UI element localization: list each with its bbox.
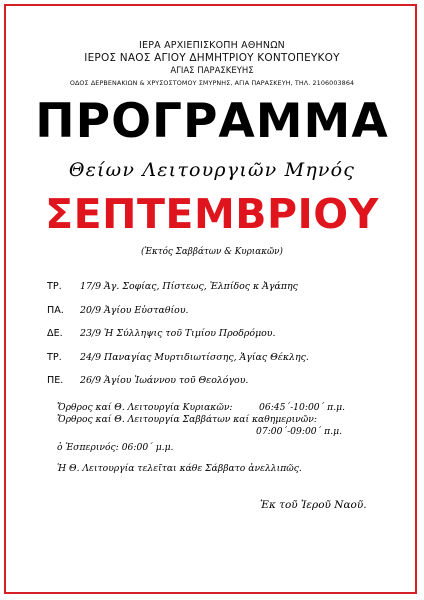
exception-note: (Ἐκτός Σαββάτων & Κυριακῶν) <box>141 247 283 257</box>
weekday-hours-time-line <box>57 426 387 438</box>
list-item <box>47 375 387 399</box>
vespers-time: ὁ Ἑσπερινός: 06:00΄ μ.μ. <box>57 442 174 453</box>
weekday-hours <box>57 414 387 426</box>
month-heading: ΣΕΠΤΕΜΒΡΙΟΥ <box>45 190 379 238</box>
page-subtitle: Θείων Λειτουργιῶν Μηνός <box>68 159 356 181</box>
schedule-day: ΠΕ. <box>47 375 64 386</box>
list-item <box>47 305 387 329</box>
schedule-day: ΤΡ. <box>47 281 62 292</box>
schedule-day: ΔΕ. <box>47 328 63 339</box>
weekday-hours-label: Ὄρθρος καί Θ. Λειτουργία Σαββάτων καί καθημερινῶν: <box>57 414 317 425</box>
schedule-list <box>47 281 387 399</box>
signature: Ἐκ τοῦ Ἱεροῦ Ναοῦ. <box>260 499 367 511</box>
page-title: ΠΡΟΓΡΑΜΜΑ <box>35 94 389 149</box>
list-item <box>47 281 387 305</box>
schedule-day: ΠΑ. <box>47 304 64 316</box>
header-archdiocese: ΙΕΡΑ ΑΡΧΙΕΠΙΣΚΟΠΗ ΑΘΗΝΩΝ <box>139 40 285 51</box>
header-church-name: ΙΕΡΟΣ ΝΑΟΣ ΑΓΙΟΥ ΔΗΜΗΤΡΙΟΥ ΚΟΝΤΟΠΕΥΚΟΥ <box>84 52 340 64</box>
saturday-liturgy-note: Ἡ Θ. Λειτουργία τελεῖται κάθε Σάββατο ἀνελλιπῶς. <box>57 463 302 474</box>
weekday-hours-time: 07:00΄-09:00΄ π.μ. <box>256 426 343 437</box>
schedule-day: ΤΡ. <box>47 351 62 363</box>
schedule-text: 23/9 Ἡ Σύλληψις τοῦ Τιμίου Προδρόμου. <box>80 328 276 339</box>
list-item <box>47 328 387 352</box>
sunday-hours-label: Ὄρθρος καί Θ. Λειτουργία Κυριακῶν: <box>57 402 233 413</box>
schedule-text: 26/9 Ἁγίου Ἰωάννου τοῦ Θεολόγου. <box>80 375 249 386</box>
list-item <box>47 352 387 376</box>
schedule-text: 17/9 Ἁγ. Σοφίας, Πίστεως, Ἐλπίδος κ Ἀγάπης <box>80 281 298 292</box>
schedule-text: 20/9 Ἁγίου Εὐσταθίου. <box>80 304 189 316</box>
schedule-text: 24/9 Παναγίας Μυρτιδιωτίσσης, Ἁγίας Θέκλης. <box>80 351 309 363</box>
service-hours <box>57 402 387 438</box>
header-location: ΑΓΙΑΣ ΠΑΡΑΣΚΕΥΗΣ <box>170 66 254 76</box>
sunday-hours-time: 06:45΄-10:00΄ π.μ. <box>259 402 346 413</box>
sunday-hours <box>57 402 387 414</box>
header-address: ΟΔΟΣ ΔΕΡΒΕΝΑΚΙΩΝ & ΧΡΥΣΟΣΤΟΜΟΥ ΣΜΥΡΝΗΣ, ΑΓΙΑ ΠΑΡΑΣΚΕΥΗ, ΤΗΛ. 2106003864 <box>69 79 355 87</box>
